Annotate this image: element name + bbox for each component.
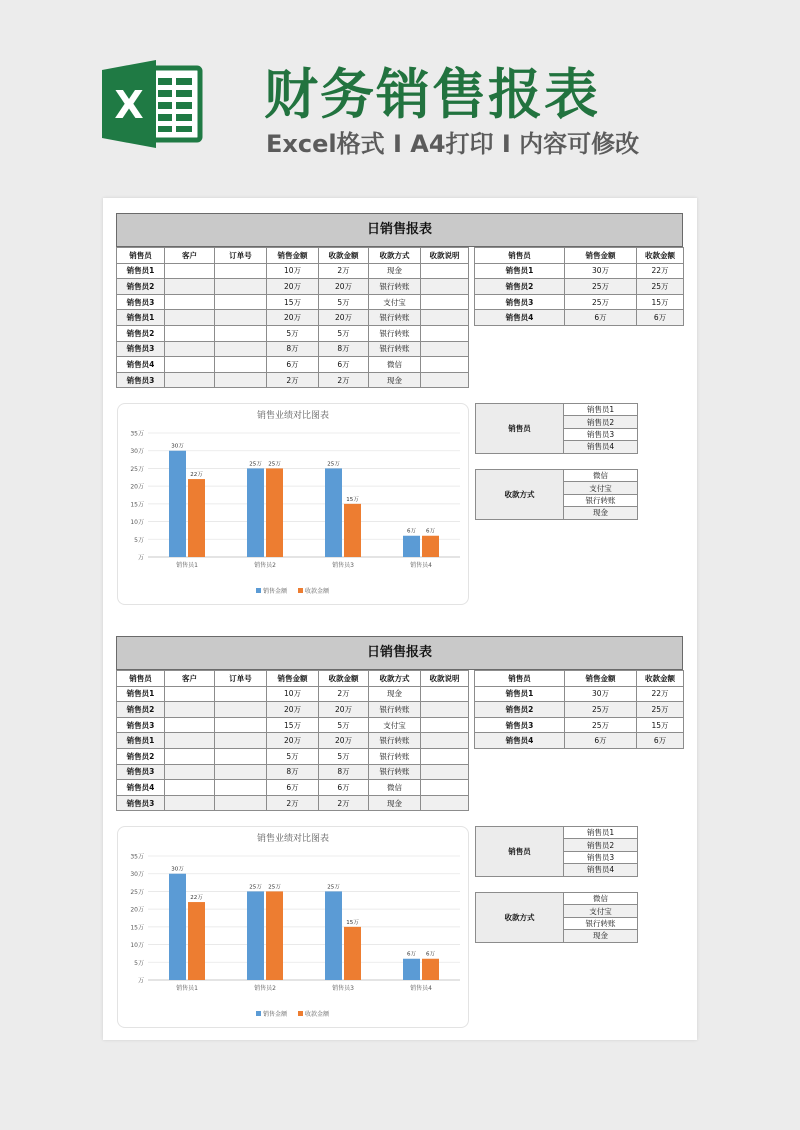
table-cell (215, 795, 267, 811)
table-cell (215, 702, 267, 718)
table-cell: 现金 (369, 686, 421, 702)
table-cell: 25万 (565, 294, 637, 310)
column-header: 销售员 (117, 671, 165, 687)
table-cell: 银行转账 (369, 764, 421, 780)
table-row (475, 686, 684, 702)
category-item: 销售员4 (564, 864, 638, 876)
table-cell: 销售员1 (475, 263, 565, 279)
table-cell: 20万 (319, 279, 369, 295)
table-cell (421, 717, 469, 733)
table-cell: 5万 (319, 717, 369, 733)
table-cell: 2万 (319, 263, 369, 279)
table-cell: 15万 (637, 717, 684, 733)
table-cell (421, 357, 469, 373)
category-item: 销售员4 (564, 441, 638, 453)
data-label: 22万 (190, 472, 203, 479)
column-header: 销售金额 (565, 671, 637, 687)
table-row (117, 733, 469, 749)
table-cell: 10万 (267, 686, 319, 702)
table-row (117, 764, 469, 780)
bar-sales (403, 959, 420, 980)
bar-received (266, 891, 283, 980)
table-cell: 销售员3 (117, 717, 165, 733)
table-cell (215, 357, 267, 373)
table-cell: 30万 (565, 263, 637, 279)
table-row (117, 279, 469, 295)
table-row (117, 748, 469, 764)
table-cell (165, 748, 215, 764)
table-cell (215, 372, 267, 388)
report-section-1 (103, 198, 697, 608)
table-cell: 2万 (319, 372, 369, 388)
table-cell: 销售员1 (117, 263, 165, 279)
list-item (476, 404, 638, 416)
category-item: 销售员2 (564, 839, 638, 851)
table-cell: 5万 (267, 748, 319, 764)
logo-letter: X (114, 83, 144, 127)
table-cell (165, 686, 215, 702)
data-label: 30万 (171, 443, 184, 450)
table-cell: 8万 (267, 764, 319, 780)
y-tick-label: 30万 (130, 871, 144, 879)
column-header: 订单号 (215, 671, 267, 687)
table-cell: 8万 (319, 341, 369, 357)
table-cell: 销售员2 (117, 325, 165, 341)
data-label: 6万 (426, 951, 435, 958)
table-cell: 20万 (319, 702, 369, 718)
data-label: 25万 (249, 884, 262, 891)
table-cell: 销售员2 (475, 279, 565, 295)
table-cell (165, 279, 215, 295)
category-label: 收款方式 (476, 470, 564, 520)
table-cell: 销售员3 (117, 764, 165, 780)
category-item: 销售员1 (564, 404, 638, 416)
category-item: 销售员2 (564, 416, 638, 428)
category-item: 现金 (564, 930, 638, 942)
table-cell (215, 733, 267, 749)
table-cell (421, 702, 469, 718)
table-row (117, 341, 469, 357)
table-cell: 销售员2 (475, 702, 565, 718)
legend-swatch (256, 588, 261, 593)
category-item: 销售员3 (564, 851, 638, 863)
table-row (475, 702, 684, 718)
table-cell: 6万 (565, 310, 637, 326)
table-row (117, 263, 469, 279)
data-label: 25万 (268, 461, 281, 468)
column-header: 销售金额 (267, 248, 319, 264)
table-cell: 销售员1 (475, 686, 565, 702)
table-row (117, 372, 469, 388)
table-row (117, 294, 469, 310)
x-tick-label: 销售员2 (254, 562, 276, 569)
category-item: 微信 (564, 470, 638, 482)
table-row (475, 279, 684, 295)
table-cell: 银行转账 (369, 702, 421, 718)
table-cell: 销售员2 (117, 279, 165, 295)
table-row (117, 310, 469, 326)
table-cell: 25万 (637, 702, 684, 718)
table-cell (215, 325, 267, 341)
table-cell (421, 341, 469, 357)
table-cell: 销售员2 (117, 748, 165, 764)
chart-title: 销售业绩对比图表 (256, 411, 330, 421)
y-tick-label: 15万 (130, 924, 144, 932)
y-tick-label: 10万 (130, 942, 144, 950)
table-cell: 5万 (319, 748, 369, 764)
table-cell: 现金 (369, 263, 421, 279)
table-cell: 销售员1 (117, 310, 165, 326)
table-cell: 5万 (319, 294, 369, 310)
table-cell: 5万 (319, 325, 369, 341)
legend-swatch (298, 588, 303, 593)
table-row (117, 795, 469, 811)
table-cell: 销售员4 (117, 780, 165, 796)
table-cell: 微信 (369, 780, 421, 796)
table-cell (165, 357, 215, 373)
table-cell: 20万 (267, 733, 319, 749)
bar-sales (325, 468, 342, 557)
data-label: 25万 (268, 884, 281, 891)
column-header: 销售金额 (565, 248, 637, 264)
report-title: 日销售报表 (116, 636, 683, 670)
table-cell: 6万 (319, 357, 369, 373)
table-cell (421, 372, 469, 388)
table-row (475, 310, 684, 326)
table-cell: 20万 (267, 310, 319, 326)
table-cell: 2万 (267, 372, 319, 388)
table-cell (165, 780, 215, 796)
summary-table (474, 670, 684, 749)
table-cell: 销售员1 (117, 686, 165, 702)
x-tick-label: 销售员4 (410, 985, 432, 992)
table-cell: 20万 (319, 733, 369, 749)
table-cell (421, 263, 469, 279)
table-cell (215, 263, 267, 279)
table-cell: 10万 (267, 263, 319, 279)
data-label: 25万 (327, 884, 340, 891)
excel-logo-icon (100, 58, 204, 150)
category-label: 销售员 (476, 827, 564, 877)
table-cell: 15万 (267, 294, 319, 310)
data-label: 25万 (249, 461, 262, 468)
table-cell: 销售员3 (117, 294, 165, 310)
table-row (475, 263, 684, 279)
table-cell: 2万 (267, 795, 319, 811)
column-header: 客户 (165, 671, 215, 687)
x-tick-label: 销售员2 (254, 985, 276, 992)
table-cell (215, 686, 267, 702)
table-cell (421, 780, 469, 796)
table-cell: 销售员4 (117, 357, 165, 373)
table-cell: 销售员3 (117, 341, 165, 357)
table-cell (421, 795, 469, 811)
table-cell: 15万 (267, 717, 319, 733)
table-cell (215, 294, 267, 310)
data-label: 6万 (426, 528, 435, 535)
table-cell (165, 263, 215, 279)
table-cell: 销售员4 (475, 733, 565, 749)
y-tick-label: 25万 (130, 465, 144, 473)
category-label: 销售员 (476, 404, 564, 454)
y-tick-label: 35万 (130, 430, 144, 438)
table-cell: 6万 (637, 310, 684, 326)
column-header: 收款方式 (369, 671, 421, 687)
category-item: 销售员1 (564, 827, 638, 839)
table-cell: 30万 (565, 686, 637, 702)
table-cell: 销售员3 (475, 294, 565, 310)
table-cell (165, 294, 215, 310)
table-cell (215, 764, 267, 780)
list-item (476, 470, 638, 482)
table-cell: 6万 (565, 733, 637, 749)
table-cell: 银行转账 (369, 279, 421, 295)
y-tick-label: 万 (137, 977, 144, 985)
table-cell (421, 733, 469, 749)
bar-sales (169, 874, 186, 980)
sales-chart (117, 403, 469, 605)
legend-label: 销售金额 (263, 1011, 288, 1018)
table-cell: 20万 (267, 702, 319, 718)
category-item: 微信 (564, 893, 638, 905)
data-label: 6万 (407, 951, 416, 958)
table-cell: 现金 (369, 372, 421, 388)
payment-method-category-table (475, 469, 638, 520)
bar-sales (169, 451, 186, 557)
table-row (117, 357, 469, 373)
table-cell (165, 733, 215, 749)
table-cell (165, 764, 215, 780)
salesperson-category-table (475, 826, 638, 877)
table-cell (421, 310, 469, 326)
table-cell (165, 795, 215, 811)
report-paper (103, 198, 697, 1040)
table-cell (421, 748, 469, 764)
bar-received (188, 479, 205, 557)
bar-received (344, 504, 361, 557)
legend-swatch (256, 1011, 261, 1016)
table-cell: 6万 (637, 733, 684, 749)
table-cell (421, 686, 469, 702)
column-header: 收款金额 (319, 671, 369, 687)
table-cell (165, 372, 215, 388)
table-cell (165, 325, 215, 341)
column-header: 销售金额 (267, 671, 319, 687)
category-item: 银行转账 (564, 917, 638, 929)
bar-received (266, 468, 283, 557)
data-label: 6万 (407, 528, 416, 535)
table-row (475, 717, 684, 733)
column-header: 收款金额 (637, 248, 684, 264)
report-section-2 (103, 621, 697, 1031)
category-item: 现金 (564, 507, 638, 519)
table-cell (165, 310, 215, 326)
category-label: 收款方式 (476, 893, 564, 943)
table-row (117, 780, 469, 796)
table-cell (165, 717, 215, 733)
table-cell: 现金 (369, 795, 421, 811)
table-cell: 6万 (267, 357, 319, 373)
y-tick-label: 30万 (130, 448, 144, 456)
bar-received (422, 959, 439, 980)
bar-received (188, 902, 205, 980)
x-tick-label: 销售员4 (410, 562, 432, 569)
chart-title: 销售业绩对比图表 (256, 834, 330, 844)
y-tick-label: 25万 (130, 888, 144, 896)
table-cell (215, 717, 267, 733)
x-tick-label: 销售员1 (176, 562, 198, 569)
legend-label: 销售金额 (263, 588, 288, 595)
payment-method-category-table (475, 892, 638, 943)
table-cell: 销售员3 (117, 795, 165, 811)
legend-label: 收款金额 (305, 1011, 330, 1018)
table-cell: 银行转账 (369, 310, 421, 326)
column-header: 收款说明 (421, 671, 469, 687)
column-header: 订单号 (215, 248, 267, 264)
table-cell: 22万 (637, 263, 684, 279)
table-row (117, 702, 469, 718)
table-row (475, 733, 684, 749)
y-tick-label: 5万 (134, 536, 144, 544)
sales-table (116, 670, 469, 811)
column-header: 销售员 (117, 248, 165, 264)
table-cell (215, 310, 267, 326)
table-cell: 2万 (319, 686, 369, 702)
bar-sales (247, 891, 264, 980)
summary-table (474, 247, 684, 326)
table-cell: 22万 (637, 686, 684, 702)
list-item (476, 827, 638, 839)
bar-sales (325, 891, 342, 980)
table-cell: 15万 (637, 294, 684, 310)
table-cell: 20万 (267, 279, 319, 295)
list-item (476, 893, 638, 905)
table-row (475, 294, 684, 310)
salesperson-category-table (475, 403, 638, 454)
bar-received (344, 927, 361, 980)
table-cell: 银行转账 (369, 748, 421, 764)
sales-table (116, 247, 469, 388)
x-tick-label: 销售员3 (332, 985, 354, 992)
table-cell: 5万 (267, 325, 319, 341)
table-cell (421, 294, 469, 310)
column-header: 销售员 (475, 248, 565, 264)
table-cell: 6万 (267, 780, 319, 796)
table-row (117, 686, 469, 702)
column-header: 收款金额 (319, 248, 369, 264)
table-cell: 微信 (369, 357, 421, 373)
table-cell: 25万 (565, 717, 637, 733)
table-cell (165, 702, 215, 718)
page-subtitle: Excel格式 I A4打印 I 内容可修改 (266, 130, 640, 158)
table-cell: 8万 (319, 764, 369, 780)
column-header: 收款金额 (637, 671, 684, 687)
y-tick-label: 万 (137, 554, 144, 562)
table-cell: 2万 (319, 795, 369, 811)
table-cell: 银行转账 (369, 341, 421, 357)
column-header: 客户 (165, 248, 215, 264)
y-tick-label: 5万 (134, 959, 144, 967)
data-label: 15万 (346, 919, 359, 926)
category-item: 销售员3 (564, 428, 638, 440)
data-label: 30万 (171, 866, 184, 873)
category-item: 支付宝 (564, 905, 638, 917)
report-title: 日销售报表 (116, 213, 683, 247)
category-item: 支付宝 (564, 482, 638, 494)
legend-label: 收款金额 (305, 588, 330, 595)
page-title: 财务销售报表 (264, 63, 600, 126)
legend-swatch (298, 1011, 303, 1016)
table-cell: 销售员2 (117, 702, 165, 718)
x-tick-label: 销售员1 (176, 985, 198, 992)
bar-received (422, 536, 439, 557)
y-tick-label: 15万 (130, 501, 144, 509)
table-row (117, 717, 469, 733)
table-cell: 8万 (267, 341, 319, 357)
table-cell (421, 279, 469, 295)
table-cell (421, 325, 469, 341)
y-tick-label: 10万 (130, 519, 144, 527)
y-tick-label: 35万 (130, 853, 144, 861)
table-cell: 20万 (319, 310, 369, 326)
table-cell (215, 341, 267, 357)
category-item: 银行转账 (564, 494, 638, 506)
y-tick-label: 20万 (130, 906, 144, 914)
table-cell: 6万 (319, 780, 369, 796)
table-cell: 销售员3 (117, 372, 165, 388)
table-cell: 销售员3 (475, 717, 565, 733)
y-tick-label: 20万 (130, 483, 144, 491)
column-header: 销售员 (475, 671, 565, 687)
table-cell (215, 748, 267, 764)
table-cell (165, 341, 215, 357)
table-cell (421, 764, 469, 780)
table-row (117, 325, 469, 341)
bar-sales (403, 536, 420, 557)
table-cell: 25万 (565, 702, 637, 718)
table-cell: 银行转账 (369, 325, 421, 341)
sales-chart (117, 826, 469, 1028)
column-header: 收款方式 (369, 248, 421, 264)
table-cell: 25万 (637, 279, 684, 295)
table-cell: 银行转账 (369, 733, 421, 749)
table-cell: 25万 (565, 279, 637, 295)
x-tick-label: 销售员3 (332, 562, 354, 569)
data-label: 25万 (327, 461, 340, 468)
data-label: 22万 (190, 895, 203, 902)
column-header: 收款说明 (421, 248, 469, 264)
table-cell (215, 780, 267, 796)
table-cell (215, 279, 267, 295)
table-cell: 销售员1 (117, 733, 165, 749)
bar-sales (247, 468, 264, 557)
table-cell: 销售员4 (475, 310, 565, 326)
data-label: 15万 (346, 496, 359, 503)
table-cell: 支付宝 (369, 717, 421, 733)
table-cell: 支付宝 (369, 294, 421, 310)
